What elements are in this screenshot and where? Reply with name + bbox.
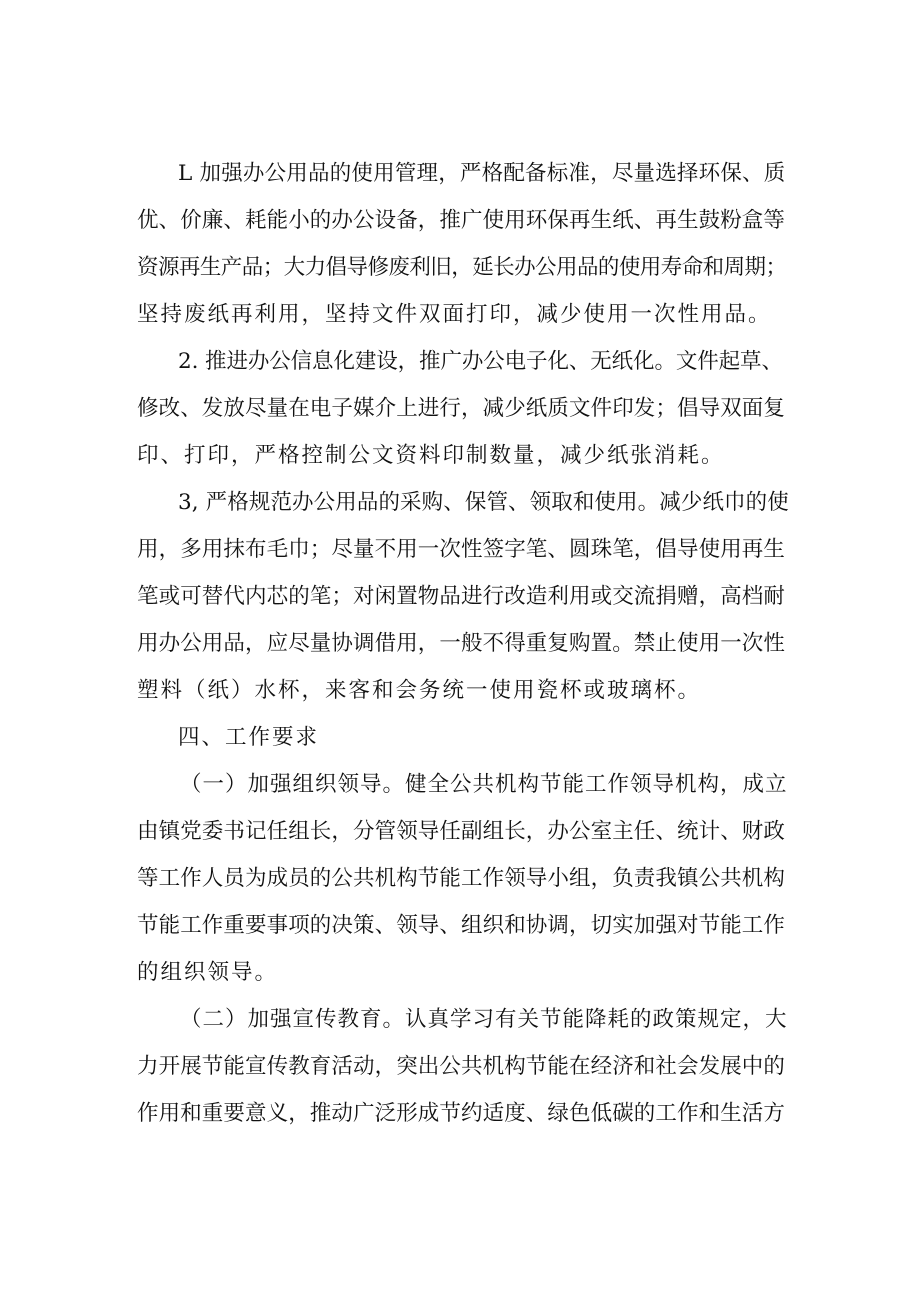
text-line: （二）加强宣传教育。认真学习有关节能降耗的政策规定，大 xyxy=(180,1007,788,1032)
text-line: 资源再生产品；大力倡导修废利旧，延长办公用品的使用寿命和周期； xyxy=(137,255,787,280)
section-heading: 四、工作要求 xyxy=(178,725,320,750)
text-line: 塑料（纸）水杯，来客和会务统一使用瓷杯或玻璃杯。 xyxy=(137,678,702,703)
text-line: 优、价廉、耗能小的办公设备，推广使用环保再生纸、再生鼓粉盒等 xyxy=(137,208,786,233)
text-line: 等工作人员为成员的公共机构节能工作领导小组，负责我镇公共机构 xyxy=(137,866,786,891)
text-line: （一）加强组织领导。健全公共机构节能工作领导机构，成立 xyxy=(180,772,788,797)
text-line: 印、打印，严格控制公文资料印制数量，减少纸张消耗。 xyxy=(137,443,725,468)
text-line: 笔或可替代内芯的笔；对闲置物品进行改造利用或交流捐赠，高档耐 xyxy=(137,584,786,609)
text-line: L 加强办公用品的使用管理，严格配备标准，尽量选择环保、质 xyxy=(178,161,786,186)
text-line: 由镇党委书记任组长，分管领导任副组长，办公室主任、统计、财政 xyxy=(137,819,786,844)
text-line: 节能工作重要事项的决策、领导、组织和协调，切实加强对节能工作 xyxy=(137,913,786,938)
text-line: 力开展节能宣传教育活动，突出公共机构节能在经济和社会发展中的 xyxy=(137,1054,786,1079)
text-line: 用办公用品，应尽量协调借用，一般不得重复购置。禁止使用一次性 xyxy=(137,631,786,656)
text-line: 3, 严格规范办公用品的采购、保管、领取和使用。减少纸巾的使 xyxy=(178,490,789,515)
text-line: 2. 推进办公信息化建设，推广办公电子化、无纸化。文件起草、 xyxy=(178,349,783,374)
text-line: 修改、发放尽量在电子媒介上进行，减少纸质文件印发；倡导双面复 xyxy=(137,396,786,421)
text-line: 的组织领导。 xyxy=(137,960,279,985)
text-line: 坚持废纸再利用，坚持文件双面打印，减少使用一次性用品。 xyxy=(137,302,772,327)
text-line: 作用和重要意义，推动广泛形成节约适度、绿色低碳的工作和生活方 xyxy=(137,1101,786,1126)
text-line: 用，多用抹布毛巾；尽量不用一次性签字笔、圆珠笔，倡导使用再生 xyxy=(137,537,786,562)
